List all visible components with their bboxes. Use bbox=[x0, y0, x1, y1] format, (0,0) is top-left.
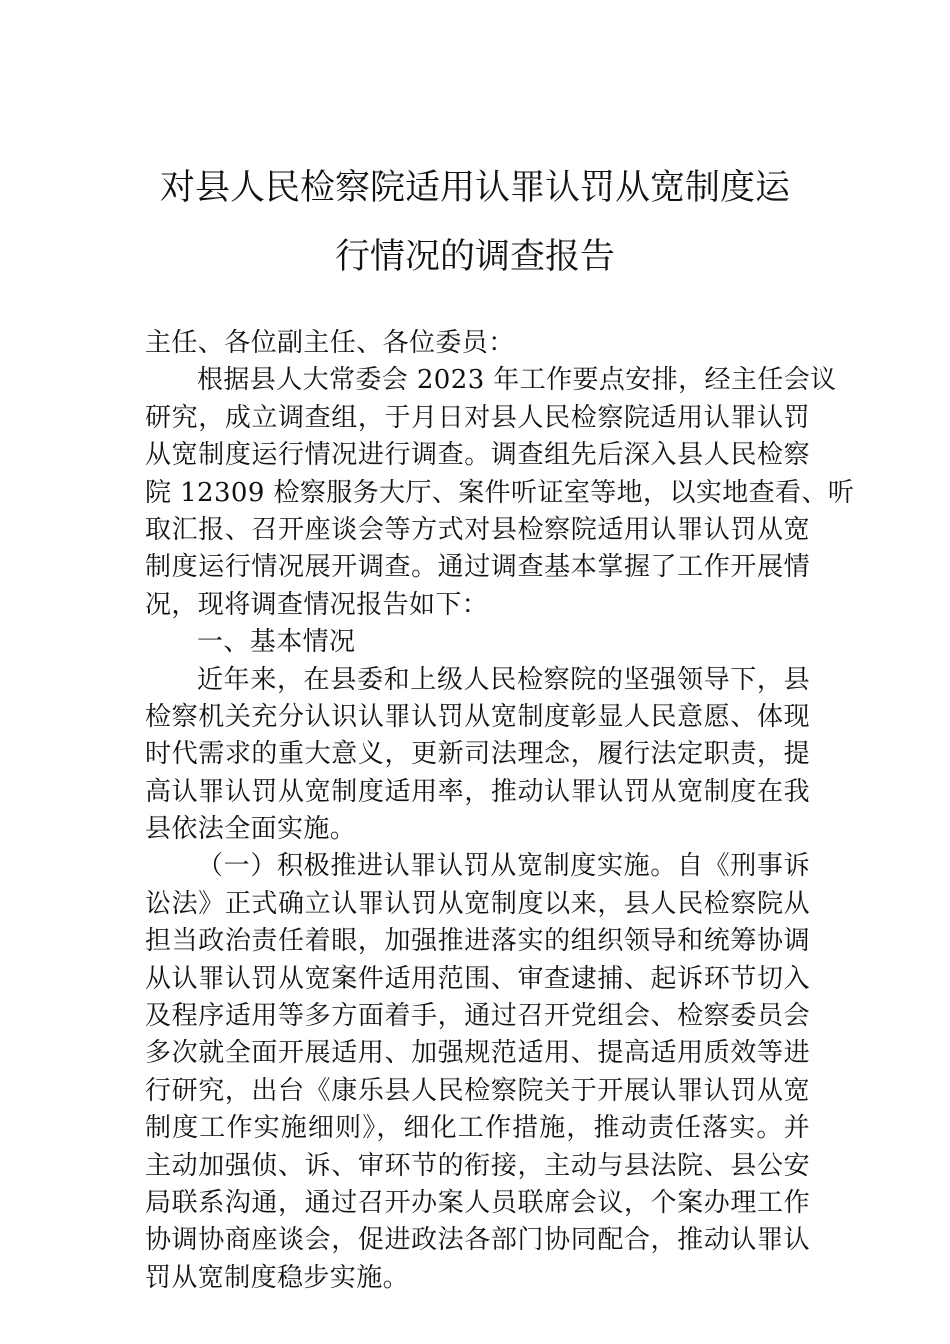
paragraph-3-line: 行研究，出台《康乐县人民检察院关于开展认罪认罚从宽 bbox=[145, 1075, 810, 1106]
document-title-line-2: 行情况的调查报告 bbox=[334, 237, 615, 277]
paragraph-1-line: 研究，成立调查组，于月日对县人民检察院适用认罪认罚 bbox=[145, 402, 810, 433]
paragraph-3-line: （一）积极推进认罪认罚从宽制度实施。自《刑事诉 bbox=[197, 851, 810, 882]
paragraph-2-line: 时代需求的重大意义，更新司法理念，履行法定职责，提 bbox=[145, 739, 810, 770]
section-heading: 一、基本情况 bbox=[197, 627, 356, 658]
paragraph-3-line: 讼法》正式确立认罪认罚从宽制度以来，县人民检察院从 bbox=[145, 888, 810, 919]
paragraph-3-line: 从认罪认罚从宽案件适用范围、审查逮捕、起诉环节切入 bbox=[145, 963, 810, 994]
paragraph-3-line: 协调协商座谈会，促进政法各部门协同配合，推动认罪认 bbox=[145, 1225, 810, 1256]
paragraph-2-line: 近年来，在县委和上级人民检察院的坚强领导下，县 bbox=[197, 664, 810, 695]
document-body bbox=[145, 325, 855, 1297]
paragraph-1-line: 取汇报、召开座谈会等方式对县检察院适用认罪认罚从宽 bbox=[145, 514, 810, 545]
paragraph-1-line: 况，现将调查情况报告如下： bbox=[145, 589, 489, 620]
paragraph-3-line: 担当政治责任着眼，加强推进落实的组织领导和统筹协调 bbox=[145, 926, 810, 957]
paragraph-2-line: 检察机关充分认识认罪认罚从宽制度彰显人民意愿、体现 bbox=[145, 701, 810, 732]
paragraph-3-line: 制度工作实施细则》，细化工作措施，推动责任落实。并 bbox=[145, 1113, 810, 1144]
paragraph-1-line: 制度运行情况展开调查。通过调查基本掌握了工作开展情 bbox=[145, 552, 810, 583]
paragraph-2-line: 高认罪认罚从宽制度适用率，推动认罪认罚从宽制度在我 bbox=[145, 776, 810, 807]
paragraph-3-line: 及程序适用等多方面着手，通过召开党组会、检察委员会 bbox=[145, 1001, 810, 1032]
paragraph-3-line: 罚从宽制度稳步实施。 bbox=[145, 1262, 410, 1293]
paragraph-2-line: 县依法全面实施。 bbox=[145, 814, 357, 845]
paragraph-1-line: 院 12309 检察服务大厅、案件听证室等地，以实地查看、听 bbox=[145, 477, 855, 508]
paragraph-1-line: 根据县人大常委会 2023 年工作要点安排，经主任会议 bbox=[197, 365, 837, 396]
document-title-line-1: 对县人民检察院适用认罪认罚从宽制度运 bbox=[159, 168, 790, 208]
paragraph-3-line: 主动加强侦、诉、审环节的衔接，主动与县法院、县公安 bbox=[145, 1150, 810, 1181]
salutation: 主任、各位副主任、各位委员： bbox=[145, 328, 515, 358]
paragraph-3-line: 多次就全面开展适用、加强规范适用、提高适用质效等进 bbox=[145, 1038, 810, 1069]
paragraph-3-line: 局联系沟通，通过召开办案人员联席会议，个案办理工作 bbox=[145, 1187, 810, 1218]
paragraph-1-line: 从宽制度运行情况进行调查。调查组先后深入县人民检察 bbox=[145, 440, 810, 471]
